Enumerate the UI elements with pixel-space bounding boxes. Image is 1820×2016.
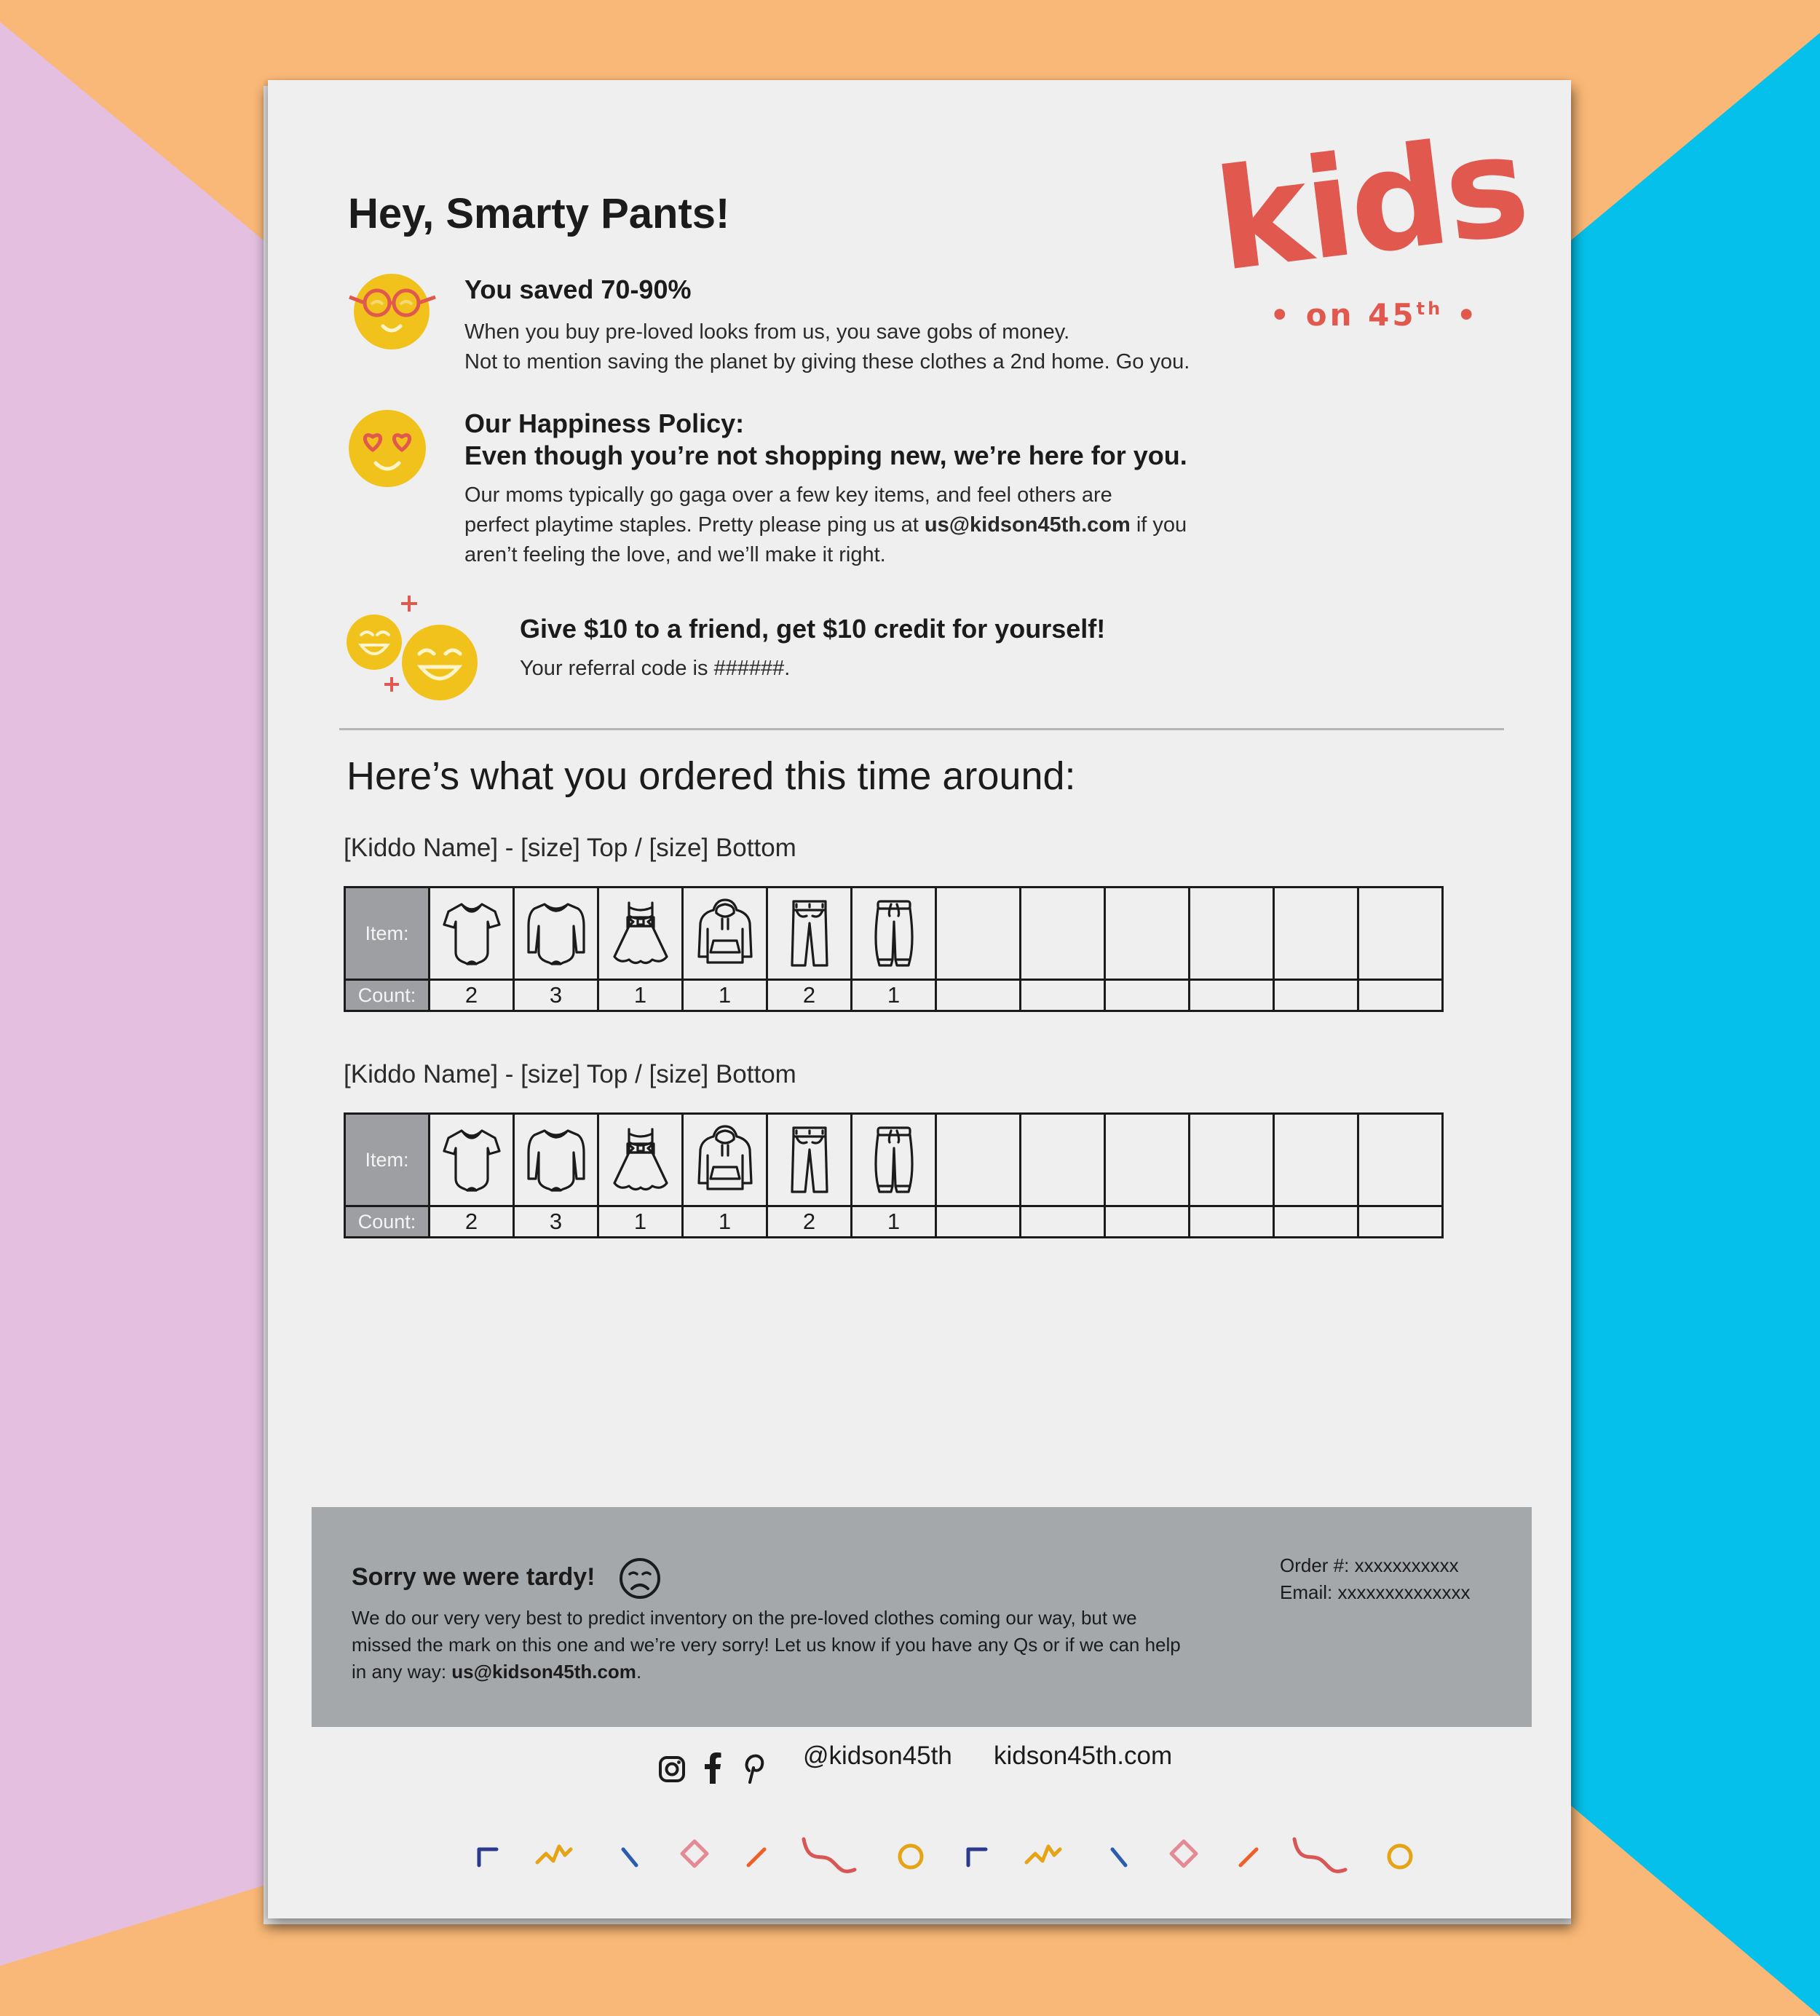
count-cell: 1 bbox=[683, 1206, 767, 1238]
order-heading: Here’s what you ordered this time around: bbox=[347, 754, 1076, 798]
tardy-notice bbox=[312, 1507, 1532, 1727]
empty-cell bbox=[1274, 888, 1358, 980]
count-cell: 1 bbox=[598, 1206, 683, 1238]
referral-code-text: Your referral code is ######. bbox=[520, 657, 791, 680]
empty-cell bbox=[936, 1206, 1021, 1238]
item-cell bbox=[852, 1114, 936, 1206]
packing-slip bbox=[268, 80, 1571, 1918]
empty-cell bbox=[1021, 1206, 1105, 1238]
pink-panel bbox=[0, 22, 264, 1966]
order-number: Order #: xxxxxxxxxxx bbox=[1280, 1554, 1459, 1576]
item-cell bbox=[430, 1114, 514, 1206]
empty-cell bbox=[1274, 1114, 1358, 1206]
count-cell: 3 bbox=[514, 980, 598, 1011]
empty-cell bbox=[1021, 1114, 1105, 1206]
dress-icon bbox=[610, 897, 671, 970]
item-cell bbox=[683, 1114, 767, 1206]
order-email: Email: xxxxxxxxxxxxxx bbox=[1280, 1581, 1471, 1603]
count-label: Count: bbox=[345, 980, 430, 1011]
count-cell: 1 bbox=[598, 980, 683, 1011]
instagram-icon[interactable] bbox=[657, 1747, 687, 1791]
happiness-title: Our Happiness Policy: Even though you’re not shopping new, we’re here for you. bbox=[464, 408, 1187, 470]
onesie-icon bbox=[441, 897, 502, 970]
long-sleeve-bodysuit-icon bbox=[526, 1123, 587, 1196]
count-cell: 2 bbox=[430, 980, 514, 1011]
hoodie-icon bbox=[695, 1123, 756, 1196]
empty-cell bbox=[1358, 1206, 1443, 1238]
order-table-2 bbox=[344, 1112, 1444, 1238]
jeans-icon bbox=[779, 897, 840, 970]
item-cell bbox=[767, 888, 852, 980]
count-label: Count: bbox=[345, 1206, 430, 1238]
item-cell bbox=[598, 888, 683, 980]
item-cell bbox=[598, 1114, 683, 1206]
dress-icon bbox=[610, 1123, 671, 1196]
empty-cell bbox=[1105, 980, 1190, 1011]
hoodie-icon bbox=[695, 897, 756, 970]
onesie-icon bbox=[441, 1123, 502, 1196]
kids-on-45th-logo bbox=[1207, 104, 1535, 357]
heart-eyes-icon bbox=[347, 408, 428, 489]
tardy-message: We do our very very best to predict inventory on the pre-loved clothes coming our way, but we missed the mark on this one and we’re very sorry! Let us know if you have any Qs or if we can help in any way: us@kidson45th.com. bbox=[352, 1607, 1181, 1683]
empty-cell bbox=[1190, 1114, 1274, 1206]
squiggle-group-left bbox=[479, 1839, 922, 1871]
order-info bbox=[1280, 1552, 1470, 1606]
count-row bbox=[345, 980, 1443, 1011]
count-cell: 2 bbox=[767, 1206, 852, 1238]
tardy-email-link[interactable]: us@kidson45th.com bbox=[451, 1661, 636, 1683]
laughing-faces-icon bbox=[344, 590, 489, 706]
jeans-icon bbox=[779, 1123, 840, 1196]
joggers-icon bbox=[863, 897, 925, 970]
happiness-email-link[interactable]: us@kidson45th.com bbox=[924, 513, 1131, 537]
empty-cell bbox=[1274, 980, 1358, 1011]
empty-cell bbox=[1021, 888, 1105, 980]
item-cell bbox=[683, 888, 767, 980]
item-cell bbox=[430, 888, 514, 980]
glasses-smile-icon bbox=[348, 268, 438, 352]
item-cell bbox=[514, 888, 598, 980]
logo-tagline: • on 45th • bbox=[1270, 297, 1479, 333]
count-cell: 2 bbox=[430, 1206, 514, 1238]
long-sleeve-bodysuit-icon bbox=[526, 897, 587, 970]
empty-cell bbox=[1358, 980, 1443, 1011]
empty-cell bbox=[1105, 888, 1190, 980]
count-cell: 1 bbox=[852, 1206, 936, 1238]
tardy-title: Sorry we were tardy! bbox=[352, 1557, 662, 1600]
empty-cell bbox=[1274, 1206, 1358, 1238]
item-row bbox=[345, 1114, 1443, 1206]
section-divider bbox=[339, 728, 1504, 730]
count-row bbox=[345, 1206, 1443, 1238]
empty-cell bbox=[1021, 980, 1105, 1011]
empty-cell bbox=[1358, 888, 1443, 980]
count-cell: 1 bbox=[852, 980, 936, 1011]
empty-cell bbox=[1190, 1206, 1274, 1238]
empty-cell bbox=[1105, 1114, 1190, 1206]
decorative-squiggles bbox=[268, 1813, 1571, 1900]
website-link[interactable]: kidson45th.com bbox=[994, 1742, 1173, 1770]
sad-face-icon bbox=[618, 1557, 662, 1600]
blue-panel bbox=[1571, 33, 1820, 2016]
pinterest-icon[interactable] bbox=[741, 1746, 766, 1790]
savings-title: You saved 70-90% bbox=[464, 274, 692, 304]
count-cell: 3 bbox=[514, 1206, 598, 1238]
joggers-icon bbox=[863, 1123, 925, 1196]
empty-cell bbox=[1105, 1206, 1190, 1238]
empty-cell bbox=[936, 1114, 1021, 1206]
empty-cell bbox=[936, 888, 1021, 980]
empty-cell bbox=[1190, 980, 1274, 1011]
social-handle[interactable]: @kidson45th bbox=[803, 1742, 952, 1770]
item-cell bbox=[852, 888, 936, 980]
kiddo-label-1: [Kiddo Name] - [size] Top / [size] Bottom bbox=[344, 834, 796, 862]
empty-cell bbox=[1190, 888, 1274, 980]
order-table-1 bbox=[344, 886, 1444, 1012]
savings-text: When you buy pre-loved looks from us, you save gobs of money. Not to mention saving the planet by giving these clothes a 2nd home. Go you. bbox=[464, 320, 1190, 373]
referral-title: Give $10 to a friend, get $10 credit for yourself! bbox=[520, 614, 1106, 644]
item-cell bbox=[514, 1114, 598, 1206]
empty-cell bbox=[936, 980, 1021, 1011]
empty-cell bbox=[1358, 1114, 1443, 1206]
facebook-icon[interactable] bbox=[703, 1746, 722, 1790]
kiddo-label-2: [Kiddo Name] - [size] Top / [size] Bottom bbox=[344, 1060, 796, 1088]
greeting-heading: Hey, Smarty Pants! bbox=[348, 190, 730, 237]
item-row bbox=[345, 888, 1443, 980]
squiggle-group-right bbox=[968, 1839, 1411, 1871]
count-cell: 1 bbox=[683, 980, 767, 1011]
item-label: Item: bbox=[345, 1114, 430, 1206]
happiness-text: Our moms typically go gaga over a few key items, and feel others are perfect playtime staples. Pretty please ping us at us@kidson45th.com if you aren’t feeling the love, and we’ll make it right. bbox=[464, 483, 1187, 566]
item-label: Item: bbox=[345, 888, 430, 980]
logo-wordmark: kids bbox=[1207, 104, 1535, 303]
item-cell bbox=[767, 1114, 852, 1206]
count-cell: 2 bbox=[767, 980, 852, 1011]
